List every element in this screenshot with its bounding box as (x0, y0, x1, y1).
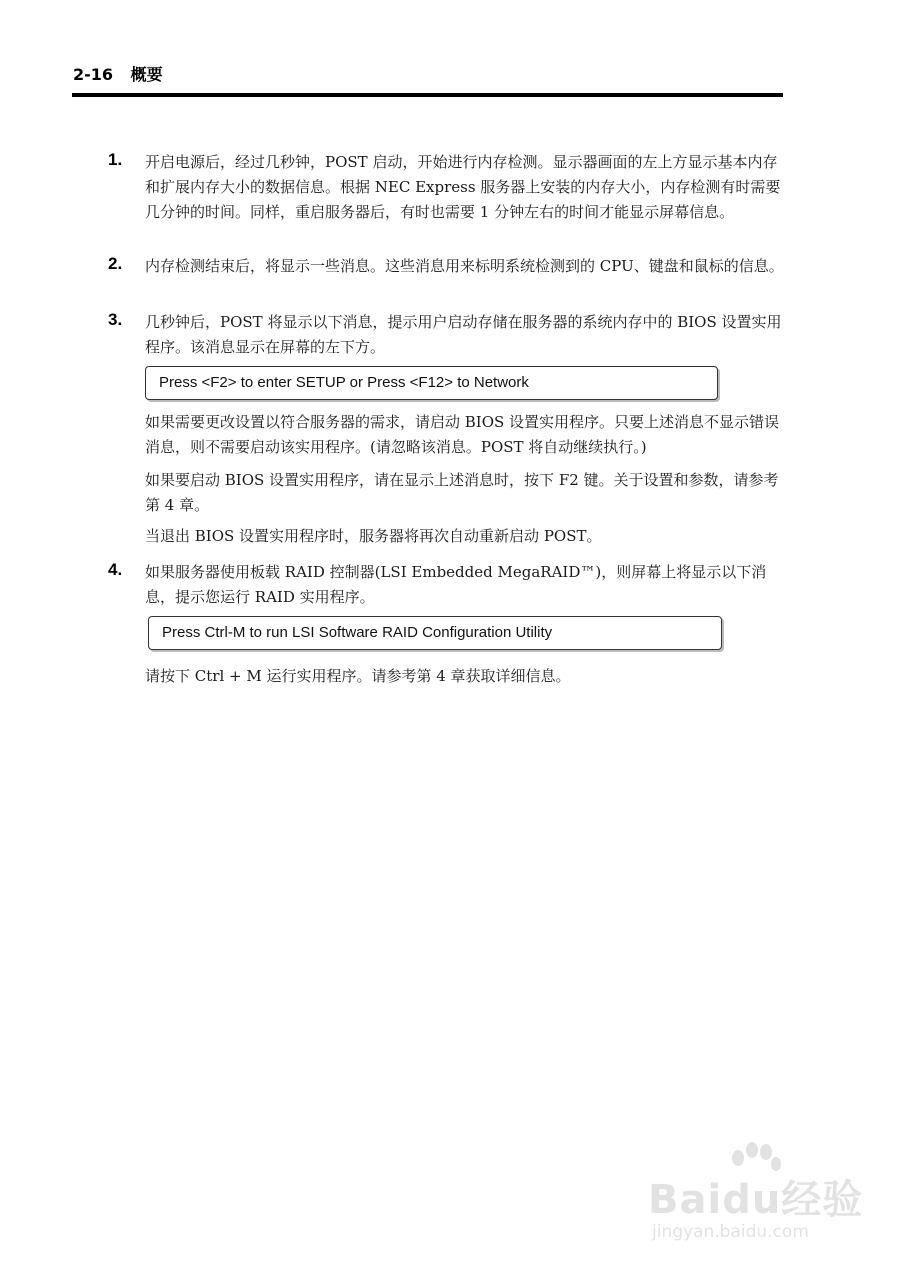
step-text: 如果服务器使用板载 RAID 控制器(LSI Embedded MegaRAID™)，则屏幕上将显示以下消息，提示您运行 RAID 实用程序。 (145, 563, 767, 606)
step-number: 2. (108, 254, 123, 273)
step-number: 4. (108, 560, 123, 579)
step-2 (108, 254, 788, 279)
bios-prompt-message: Press <F2> to enter SETUP or Press <F12> to Network (145, 366, 718, 400)
step-number: 3. (108, 310, 123, 329)
step-4-note: 请按下 Ctrl + M 运行实用程序。请参考第 4 章获取详细信息。 (145, 667, 571, 685)
raid-prompt-message: Press Ctrl-M to run LSI Software RAID Configuration Utility (148, 616, 722, 650)
watermark-url: jingyan.baidu.com (652, 1222, 809, 1242)
page-header (73, 62, 783, 85)
step-number: 1. (108, 150, 123, 169)
chapter-title: 概要 (130, 65, 163, 84)
header-rule (72, 93, 783, 97)
step-3 (108, 310, 788, 360)
watermark (640, 1140, 880, 1260)
step-3-note-3: 当退出 BIOS 设置实用程序时，服务器将再次自动重新启动 POST。 (145, 527, 602, 545)
page-number: 2-16 (73, 65, 114, 84)
step-text: 开启电源后，经过几秒钟，POST 启动，开始进行内存检测。显示器画面的左上方显示基本内存和扩展内存大小的数据信息。根据 NEC Express 服务器上安装的内存大小，内存检测有时需要几分钟的时间。同样，重启服务器后，有时也需要 1 分钟左右的时间才能显示屏幕信息。 (145, 153, 781, 221)
step-3-note-2: 如果要启动 BIOS 设置实用程序，请在显示上述消息时，按下 F2 键。关于设置和参数，请参考第 4 章。 (145, 471, 779, 514)
step-text: 几秒钟后，POST 将显示以下消息，提示用户启动存储在服务器的系统内存中的 BIOS 设置实用程序。该消息显示在屏幕的左下方。 (145, 313, 782, 356)
step-1 (108, 150, 788, 225)
step-3-note-1: 如果需要更改设置以符合服务器的需求，请启动 BIOS 设置实用程序。只要上述消息不显示错误消息，则不需要启动该实用程序。(请忽略该消息。POST 将自动继续执行。) (145, 413, 780, 456)
step-text: 内存检测结束后，将显示一些消息。这些消息用来标明系统检测到的 CPU、键盘和鼠标的信息。 (145, 257, 784, 275)
watermark-logo: Baidu经验 (648, 1177, 864, 1223)
step-4 (108, 560, 788, 610)
